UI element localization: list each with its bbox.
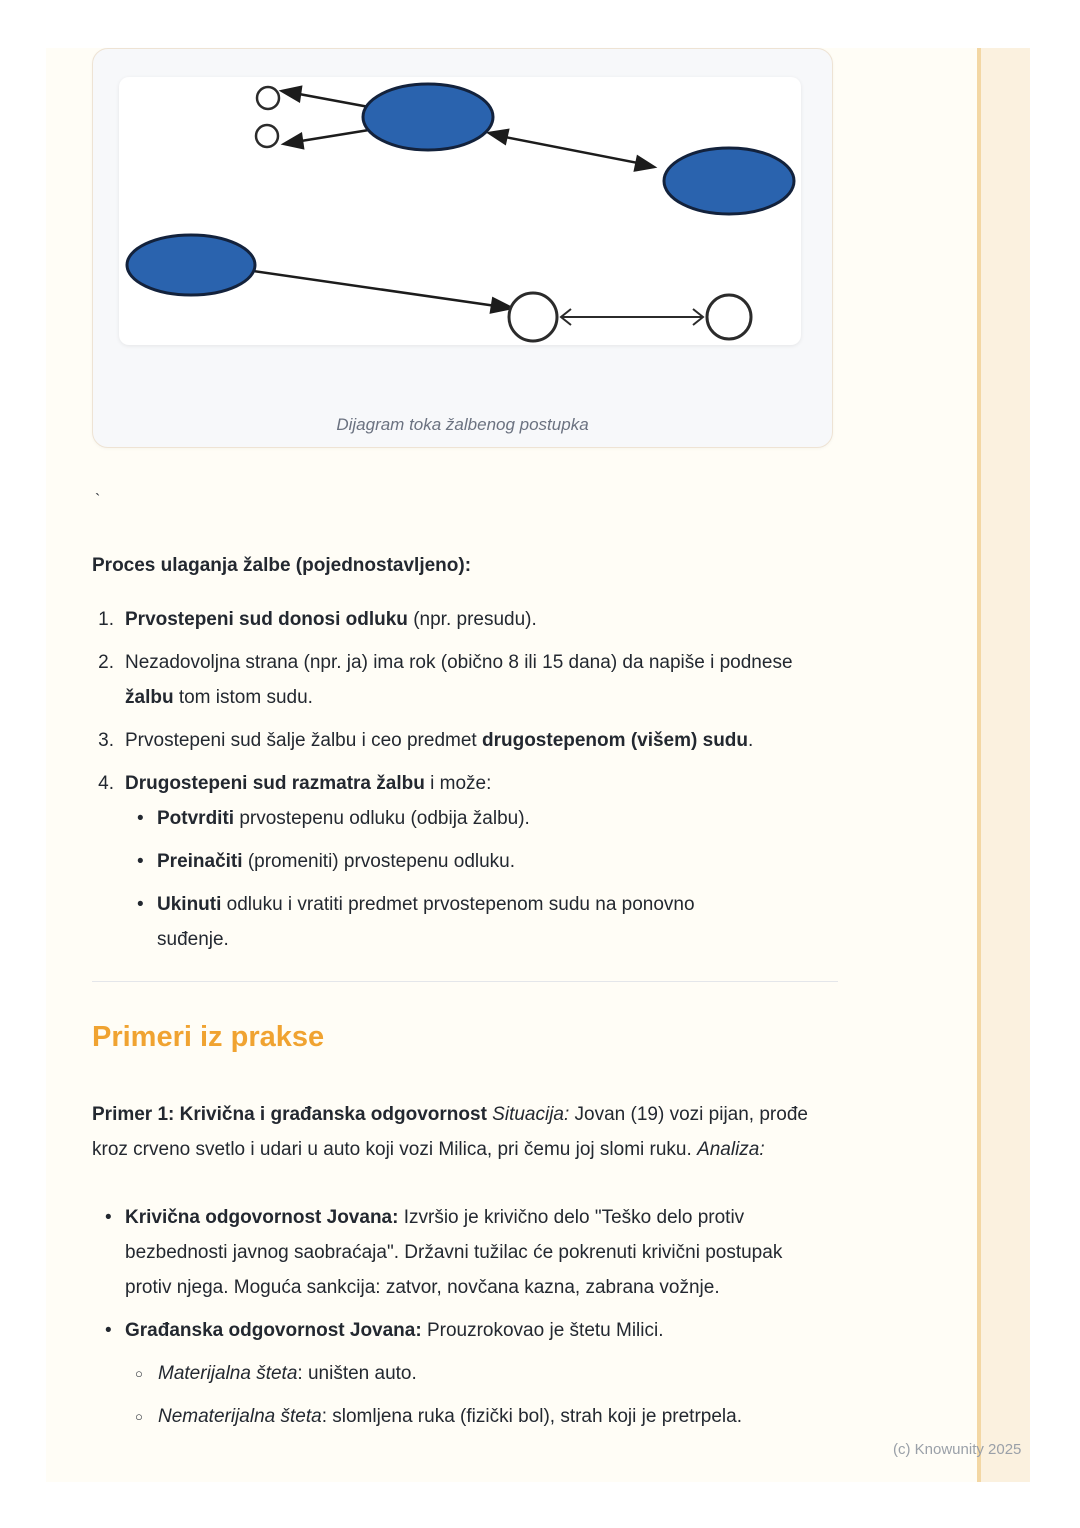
small-circle-node [256, 125, 278, 147]
arrowhead [489, 130, 508, 144]
diagram-caption: Dijagram toka žalbenog postupka [336, 415, 589, 434]
section-divider [92, 981, 838, 982]
blue-node-right [664, 148, 794, 214]
sub-bullet-item: • Potvrditi prvostepenu odluku (odbija žalbu). [137, 801, 815, 836]
copyright-watermark: (c) Knowunity 2025 [893, 1441, 1022, 1458]
item-text: Nezadovoljna strana (npr. ja) ima rok (obično 8 ili 15 dana) da napiše i podnese žalbu tom istom sudu. [125, 652, 793, 708]
numbered-item-2 [92, 645, 845, 715]
numbered-item-4 [92, 766, 845, 965]
process-numbered-list [92, 602, 845, 973]
numbered-item-1 [92, 602, 845, 637]
bullet-dot: • [105, 1320, 112, 1341]
item-number: 4. [98, 773, 114, 794]
small-circle-node [257, 87, 279, 109]
item-number: 1. [98, 609, 114, 630]
bullet-item-criminal: • Krivična odgovornost Jovana: Izvršio je krivično delo "Teško delo protiv bezbednosti javnog saobraćaja". Državni tužilac će pokrenuti krivični postupak protiv njega. Moguća sankcija: zatvor, novčana kazna, zabrana vožnje. [92, 1200, 845, 1305]
arrowhead [282, 87, 301, 101]
bullet-dot: • [137, 851, 144, 872]
circle-bullet: ○ [135, 1366, 143, 1381]
process-sub-list [137, 801, 815, 957]
white-circle-node [707, 295, 751, 339]
item-text: Prvostepeni sud donosi odluku (npr. presudu). [125, 609, 537, 630]
blue-node-top [363, 84, 493, 150]
item-number: 3. [98, 730, 114, 751]
circle-bullet-item: ○ Nematerijalna šteta: slomljena ruka (fizički bol), strah koji je pretrpela. [135, 1399, 742, 1434]
numbered-item-3 [92, 723, 845, 758]
damage-sub-list [135, 1356, 742, 1434]
bullet-dot: • [137, 894, 144, 915]
blue-node-bottom-left [127, 235, 255, 295]
appeal-flow-diagram [119, 77, 801, 345]
sub-bullet-item: • Preinačiti (promeniti) prvostepenu odluku. [137, 844, 815, 879]
double-arrow [561, 309, 703, 325]
right-margin-stripe [977, 48, 1030, 1482]
example-intro-paragraph: Primer 1: Krivična i građanska odgovornost Situacija: Jovan (19) vozi pijan, prođe kroz crveno svetlo i udari u auto koji vozi Milica, pri čemu joj slomi ruku. Analiza: [92, 1104, 808, 1160]
diagram-nodes [127, 84, 794, 341]
item-text: Prvostepeni sud šalje žalbu i ceo predmet drugostepenom (višem) sudu. [125, 730, 754, 751]
bullet-item-civil: • Građanska odgovornost Jovana: Prouzrokovao je štetu Milici. ○ Materijalna šteta: uništen auto. ○ Nematerijalna šteta: slomljena ruka (fizički bol), strah koji je pretrpela. [92, 1313, 845, 1442]
process-heading: Proces ulaganja žalbe (pojednostavljeno): [92, 555, 472, 576]
diagram-card [92, 48, 833, 448]
stray-backtick: ` [95, 492, 101, 509]
arrowhead [635, 157, 654, 171]
circle-bullet-item: ○ Materijalna šteta: uništen auto. [135, 1356, 742, 1391]
sub-bullet-item: • Ukinuti odluku i vratiti predmet prvostepenom sudu na ponovno suđenje. [137, 887, 815, 957]
arrowhead [284, 134, 303, 148]
circle-bullet: ○ [135, 1409, 143, 1424]
diagram-image [119, 77, 801, 345]
item-number: 2. [98, 652, 114, 673]
item-text: Drugostepeni sud razmatra žalbu i može: • Potvrditi prvostepenu odluku (odbija žalbu). • Preinačiti (promeniti) prvostepenu odluku. • Ukinuti odluku i vratiti predmet prvostepenom sudu na ponovno suđenje. [125, 766, 845, 965]
bullet-dot: • [105, 1207, 112, 1228]
examples-heading: Primeri iz prakse [92, 1021, 325, 1053]
analysis-bullet-list [92, 1200, 845, 1450]
white-circle-node [509, 293, 557, 341]
bullet-dot: • [137, 808, 144, 829]
